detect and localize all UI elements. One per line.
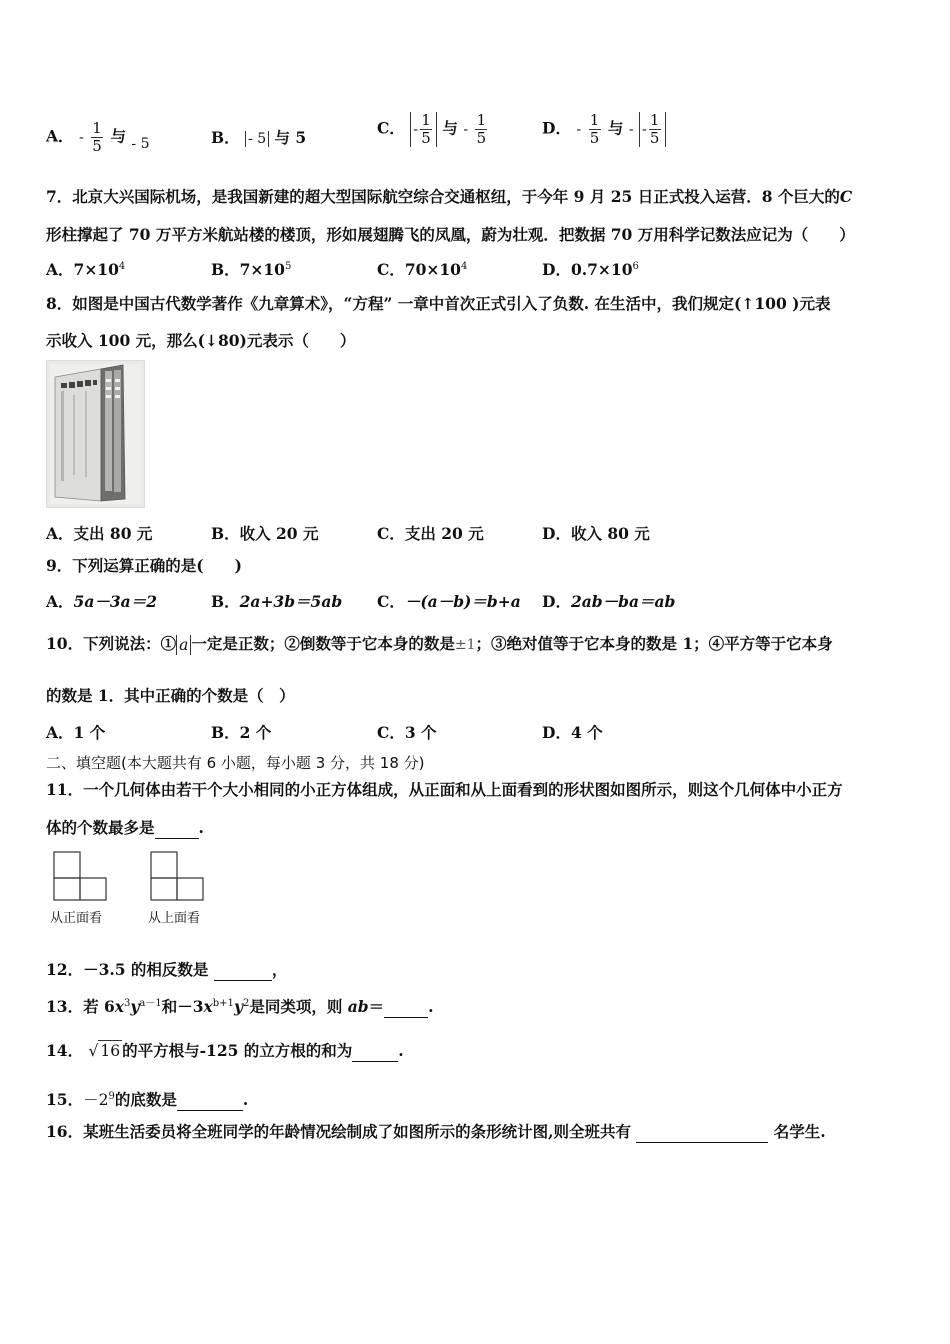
absolute-value: a [176,635,191,655]
q11-stem-line2: 体的个数最多是 . [46,818,204,837]
q7-option-b[interactable]: B．$7\times 10^5$ [211,260,292,279]
q6-options [46,111,906,155]
answer-blank[interactable] [155,818,199,839]
q6-option-a[interactable]: A． - $\frac{1}{5}$ 与 - 5 [46,119,150,155]
q8-stem-line1: 8．如图是中国古代数学著作《九章算术》，“方程” 一章中首次正式引入了负数. 在生活中，我们规定(↑100 )元表 [46,294,831,313]
book-photo [46,360,145,508]
q9-option-a[interactable]: A．5a－3a＝2 [46,592,157,611]
section-heading: 二、填空题(本大题共有 6 小题，每小题 3 分，共 18 分) [46,754,425,772]
q7-options [46,258,906,282]
q14-stem: 14． √ 16 的平方根与-125 的立方根的和为 . [46,1041,404,1060]
q15-stem: 15．$-2^9$的底数是 . [46,1090,249,1110]
q8-option-b[interactable]: B．收入 20 元 [211,524,319,543]
q9-option-c[interactable]: C．－(a－b)＝b+a [377,592,521,611]
q13-stem: 13．若 $6x^3y^{a-1}$和$-3x^{b+1}y^2$是同类项，则 ab＝ . [46,997,434,1017]
q6-option-b[interactable]: B． - 5 与 5 [211,128,307,147]
top-view-caption: 从上面看 [148,911,201,926]
q10-stem-line1: 10．下列说法：① a 一定是正数；②倒数等于它本身的数是±1；③绝对值等于它本身的数是 1；④平方等于它本身 [46,634,833,654]
answer-blank[interactable] [636,1122,768,1143]
q7-stem-line2: 形柱撑起了 70 万平方米航站楼的楼顶，形如展翅腾飞的凤凰，蔚为壮观．把数据 70 万用科学记数法应记为（ ） [46,225,855,244]
q12-stem: 12．－3.5 的相反数是 ， [46,960,288,979]
q10-option-a[interactable]: A．1 个 [46,723,106,742]
q9-stem: 9．下列运算正确的是( ) [46,556,242,575]
sqrt-icon: √ [88,1042,99,1060]
q9-options [46,590,906,614]
answer-blank[interactable] [352,1041,398,1062]
fraction: $\frac{1}{5}$ [589,111,600,147]
q10-option-c[interactable]: C．3 个 [377,723,437,742]
answer-blank[interactable] [177,1090,243,1111]
q9-option-d[interactable]: D．2ab－ba＝ab [542,592,676,611]
q11-stem-line1: 11．一个几何体由若干个大小相同的小正方体组成，从正面和从上面看到的形状图如图所示，则这个几何体中小正方 [46,780,843,799]
q8-option-a[interactable]: A．支出 80 元 [46,524,153,543]
fraction: $\frac{1}{5}$ [476,111,487,147]
absolute-value: - 5 [245,131,269,147]
q7-option-c[interactable]: C．$70\times 10^4$ [377,260,468,279]
q8-option-c[interactable]: C．支出 20 元 [377,524,484,543]
fraction: $\frac{1}{5}$ [92,119,102,155]
q6-option-d[interactable]: D． - $\frac{1}{5}$ 与 - - $\frac{1}{5}$ [542,112,666,147]
q7-option-a[interactable]: A．$7\times 10^4$ [46,260,126,279]
q7-stem-line1: 7．北京大兴国际机场，是我国新建的超大型国际航空综合交通枢纽，于今年 9 月 25 日正式投入运营．8 个巨大的C [46,187,853,206]
book-illustration [47,361,144,507]
answer-blank[interactable] [214,960,272,981]
q6-option-c[interactable]: C． - $\frac{1}{5}$ 与 - $\frac{1}{5}$ [377,111,487,147]
front-view-caption: 从正面看 [50,911,103,926]
q16-stem: 16．某班生活委员将全班同学的年龄情况绘制成了如图所示的条形统计图,则全班共有 名学生. [46,1122,826,1141]
q10-option-d[interactable]: D．4 个 [542,723,603,742]
q7-option-d[interactable]: D．$0.7\times 10^6$ [542,260,639,279]
q8-option-d[interactable]: D．收入 80 元 [542,524,650,543]
absolute-value: - $\frac{1}{5}$ [410,112,437,147]
q10-stem-line2: 的数是 1．其中正确的个数是（ ） [46,686,295,705]
q8-stem-line2: 示收入 100 元，那么(↓80)元表示（ ） [46,331,356,350]
q9-option-b[interactable]: B．2a+3b＝5ab [211,592,343,611]
q8-options [46,522,906,546]
answer-blank[interactable] [384,997,428,1018]
q10-options [46,721,906,745]
q10-option-b[interactable]: B．2 个 [211,723,272,742]
absolute-value: - $\frac{1}{5}$ [639,112,666,147]
